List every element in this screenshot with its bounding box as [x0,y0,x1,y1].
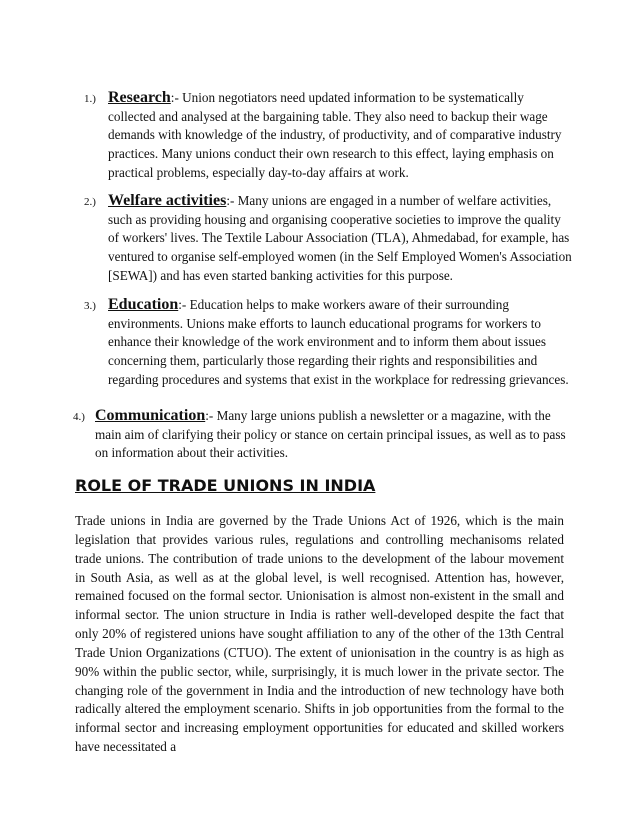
list-item-text: :- Union negotiators need updated information to be systematically collected and analysed at the bargaining table. They also need to backup their wage demands with knowledge of the industry, of productivity, and of comparative industry practices. Many unions conduct their own research to this effect, laying emphasis on practical problems, especially day-to-day affairs at work. [108,90,562,180]
list-item-heading: Welfare activities [108,192,227,209]
list-item-number: 1.) [84,93,96,105]
list-item-heading: Research [108,89,171,106]
list-item-education [84,296,573,390]
list-item-text: :- Education helps to make workers aware of their surrounding environments. Unions make efforts to launch educational programs for workers to enhance their knowledge of the work environment and to inform them about issues concerning them, particularly those regarding their rights and responsibilities and regarding procedures and systems that exist in the workplace for redressing grievances. [108,297,569,387]
list-item-heading: Communication [95,407,206,424]
list-item-welfare-activities [84,192,573,286]
section-paragraph: Trade unions in India are governed by the Trade Unions Act of 1926, which is the main legislation that provides various rules, regulations and controlling mechanisoms related trade unions. The contribution of trade unions to the development of the labour movement in South Asia, as well as at the global level, is well recognised. Attention has, however, remained focused on the formal sector. Unionisation is almost non-existent in the small and informal sector. The union structure in India is rather well-developed despite the fact that only 20% of registered unions have sought affiliation to any of the other of the 13th Central Trade Union Organizations (CTUO). The extent of unionisation in the country is as high as 90% within the public sector, while, surprisingly, it is much lower in the private sector. The changing role of the government in India and the introduction of new technology have both radically altered the employment scenario. Shifts in job opportunities from the formal to the informal sector and increasing employment opportunities for educated and skilled workers have necessitated a [75,513,564,755]
list-item-text: :- Many large unions publish a newsletter or a magazine, with the main aim of clarifying their policy or stance on certain principal issues, as well as to pass on information about their activities. [95,408,566,461]
section-heading: ROLE OF TRADE UNIONS IN INDIA [75,476,376,495]
list-item-number: 2.) [84,196,96,208]
list-item-number: 3.) [84,300,96,312]
list-item-communication [73,407,573,463]
list-item-research [84,89,573,183]
list-item-text: :- Many unions are engaged in a number of welfare activities, such as providing housing and organising cooperative societies to improve the quality of workers' lives. The Textile Labour Association (TLA), Ahmedabad, for example, has ventured to organise self-employed women (in the Self Employed Women's Association [SEWA]) and has even started banking activities for this purpose. [108,193,572,283]
list-item-number: 4.) [73,411,85,423]
list-item-heading: Education [108,296,179,313]
